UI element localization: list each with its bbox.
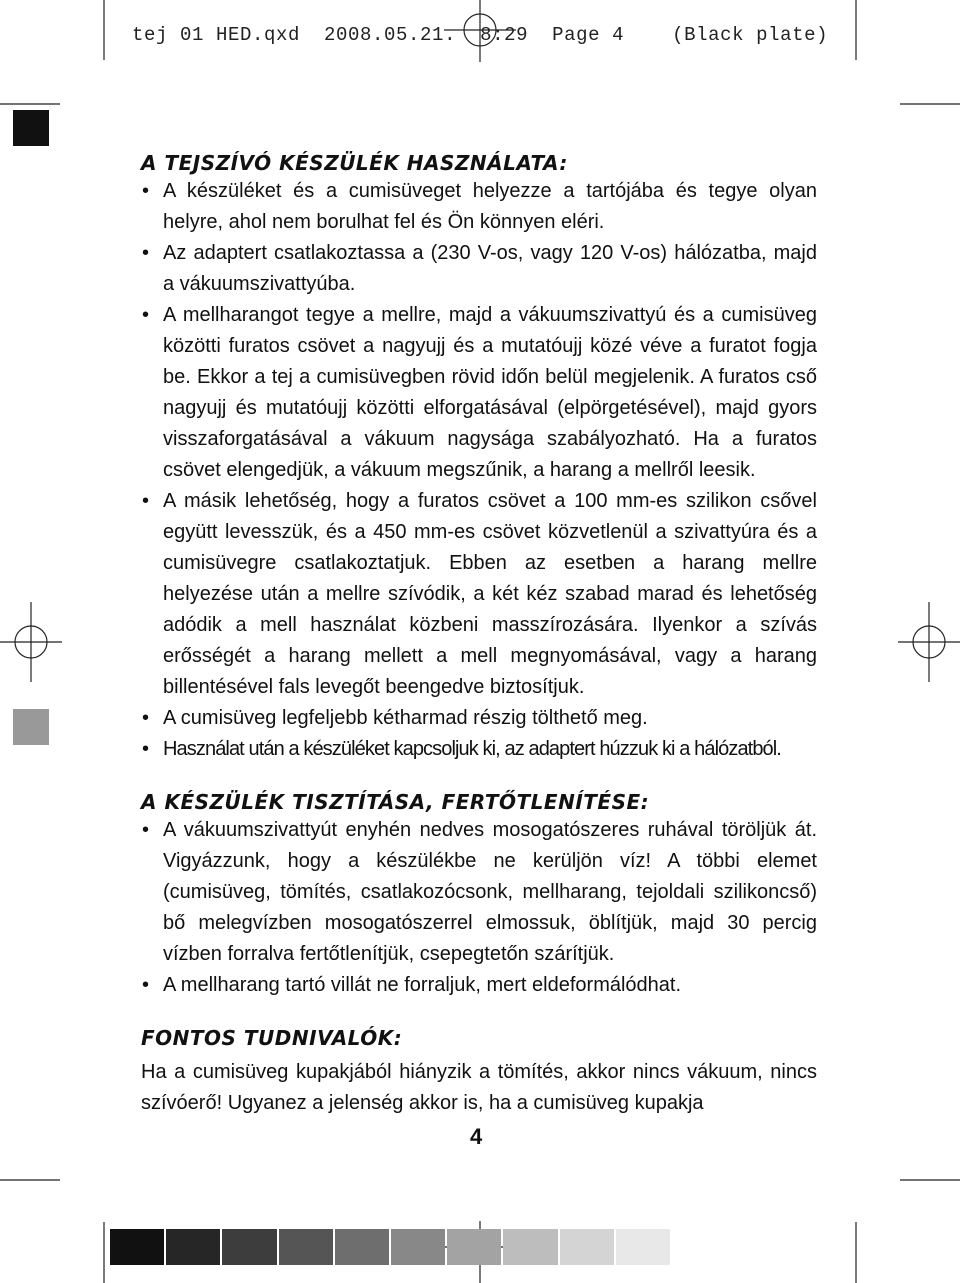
color-swatch [503, 1229, 557, 1265]
section-title-usage: A TEJSZÍVÓ KÉSZÜLÉK HASZNÁLATA: [141, 151, 568, 175]
color-swatch [447, 1229, 501, 1265]
list-item: • A mellharang tartó villát ne forraljuk, mert eldeformálódhat. [141, 970, 817, 1001]
gray-square-marker [13, 709, 49, 745]
color-swatch [166, 1229, 220, 1265]
registration-mark-left [0, 602, 62, 682]
list-item: • Az adaptert csatlakoztassa a (230 V-os, vagy 120 V-os) hálózatba, majd a vákuumszivattyúba. [141, 238, 817, 300]
file-slug: tej 01 HED.qxd 2008.05.21. 8:29 Page 4 [132, 24, 625, 46]
color-swatch [279, 1229, 333, 1265]
color-bar [110, 1229, 670, 1265]
page-content [141, 150, 817, 1119]
color-swatch [560, 1229, 614, 1265]
important-text: Ha a cumisüveg kupakjából hiányzik a tömítés, akkor nincs vákuum, nincs szívóerő! Ugyanez a jelenség akkor is, ha a cumisüveg kupakja [141, 1061, 817, 1114]
color-swatch [391, 1229, 445, 1265]
list-item: • A cumisüveg legfeljebb kétharmad részig tölthető meg. [141, 703, 817, 734]
file-slug-header [108, 2, 828, 46]
list-item: • Használat után a készüléket kapcsoljuk ki, az adaptert húzzuk ki a hálózatból. [141, 734, 817, 765]
plate-label: (Black plate) [672, 24, 829, 46]
usage-list [141, 176, 817, 765]
black-square-marker [13, 110, 49, 146]
color-swatch [335, 1229, 389, 1265]
section-title-important: FONTOS TUDNIVALÓK: [141, 1026, 403, 1050]
list-item: • A vákuumszivattyút enyhén nedves mosogatószeres ruhával töröljük át. Vigyázzunk, hogy a készülékbe ne kerüljön víz! A többi elemet (cumisüveg, tömítés, csatlakozócsonk, mellharang, tejoldali szilikoncső) bő melegvízben mosogatószerrel elmossuk, öblítjük, majd 30 percig vízben forralva fertőtlenítjük, csepegtetőn szárítjük. [141, 815, 817, 970]
list-item: • A mellharangot tegye a mellre, majd a vákuumszivattyú és a cumisüveg közötti furatos csövet a nagyujj és a mutatóujj közé véve a furatot fogja be. Ekkor a tej a cumisüvegben rövid időn belül megjelenik. A furatos cső nagyujj és mutatóujj közötti elforgatásával (elpörgetésével), majd gyors visszaforgatásával a vákuum nagysága szabályozható. Ha a furatos csövet elengedjük, a vákuum megszűnik, a harang a mellről leesik. [141, 300, 817, 486]
color-swatch [616, 1229, 670, 1265]
color-swatch [110, 1229, 164, 1265]
page-number: 4 [470, 1124, 483, 1149]
registration-mark-right [898, 602, 960, 682]
list-item: • A másik lehetőség, hogy a furatos csövet a 100 mm-es szilikon csővel együtt levesszük, és a 450 mm-es csövet közvetlenül a szivattyúra és a cumisüvegre csatlakoztatjuk. Ebben az esetben a harang mellre helyezése után a mellre szívódik, a két kéz szabad marad és lehetőség adódik a mell használat közbeni masszírozására. Ilyenkor a szívás erősségét a harang mellett a mell megnyomásával, vagy a harang billentésével fals levegőt beengedve biztosítjuk. [141, 486, 817, 703]
list-item: • A készüléket és a cumisüveget helyezze a tartójába és tegye olyan helyre, ahol nem borulhat fel és Ön könnyen eléri. [141, 176, 817, 238]
section-title-cleaning: A KÉSZÜLÉK TISZTÍTÁSA, FERTŐTLENÍTÉSE: [141, 790, 650, 814]
color-swatch [222, 1229, 276, 1265]
cleaning-list [141, 815, 817, 1001]
